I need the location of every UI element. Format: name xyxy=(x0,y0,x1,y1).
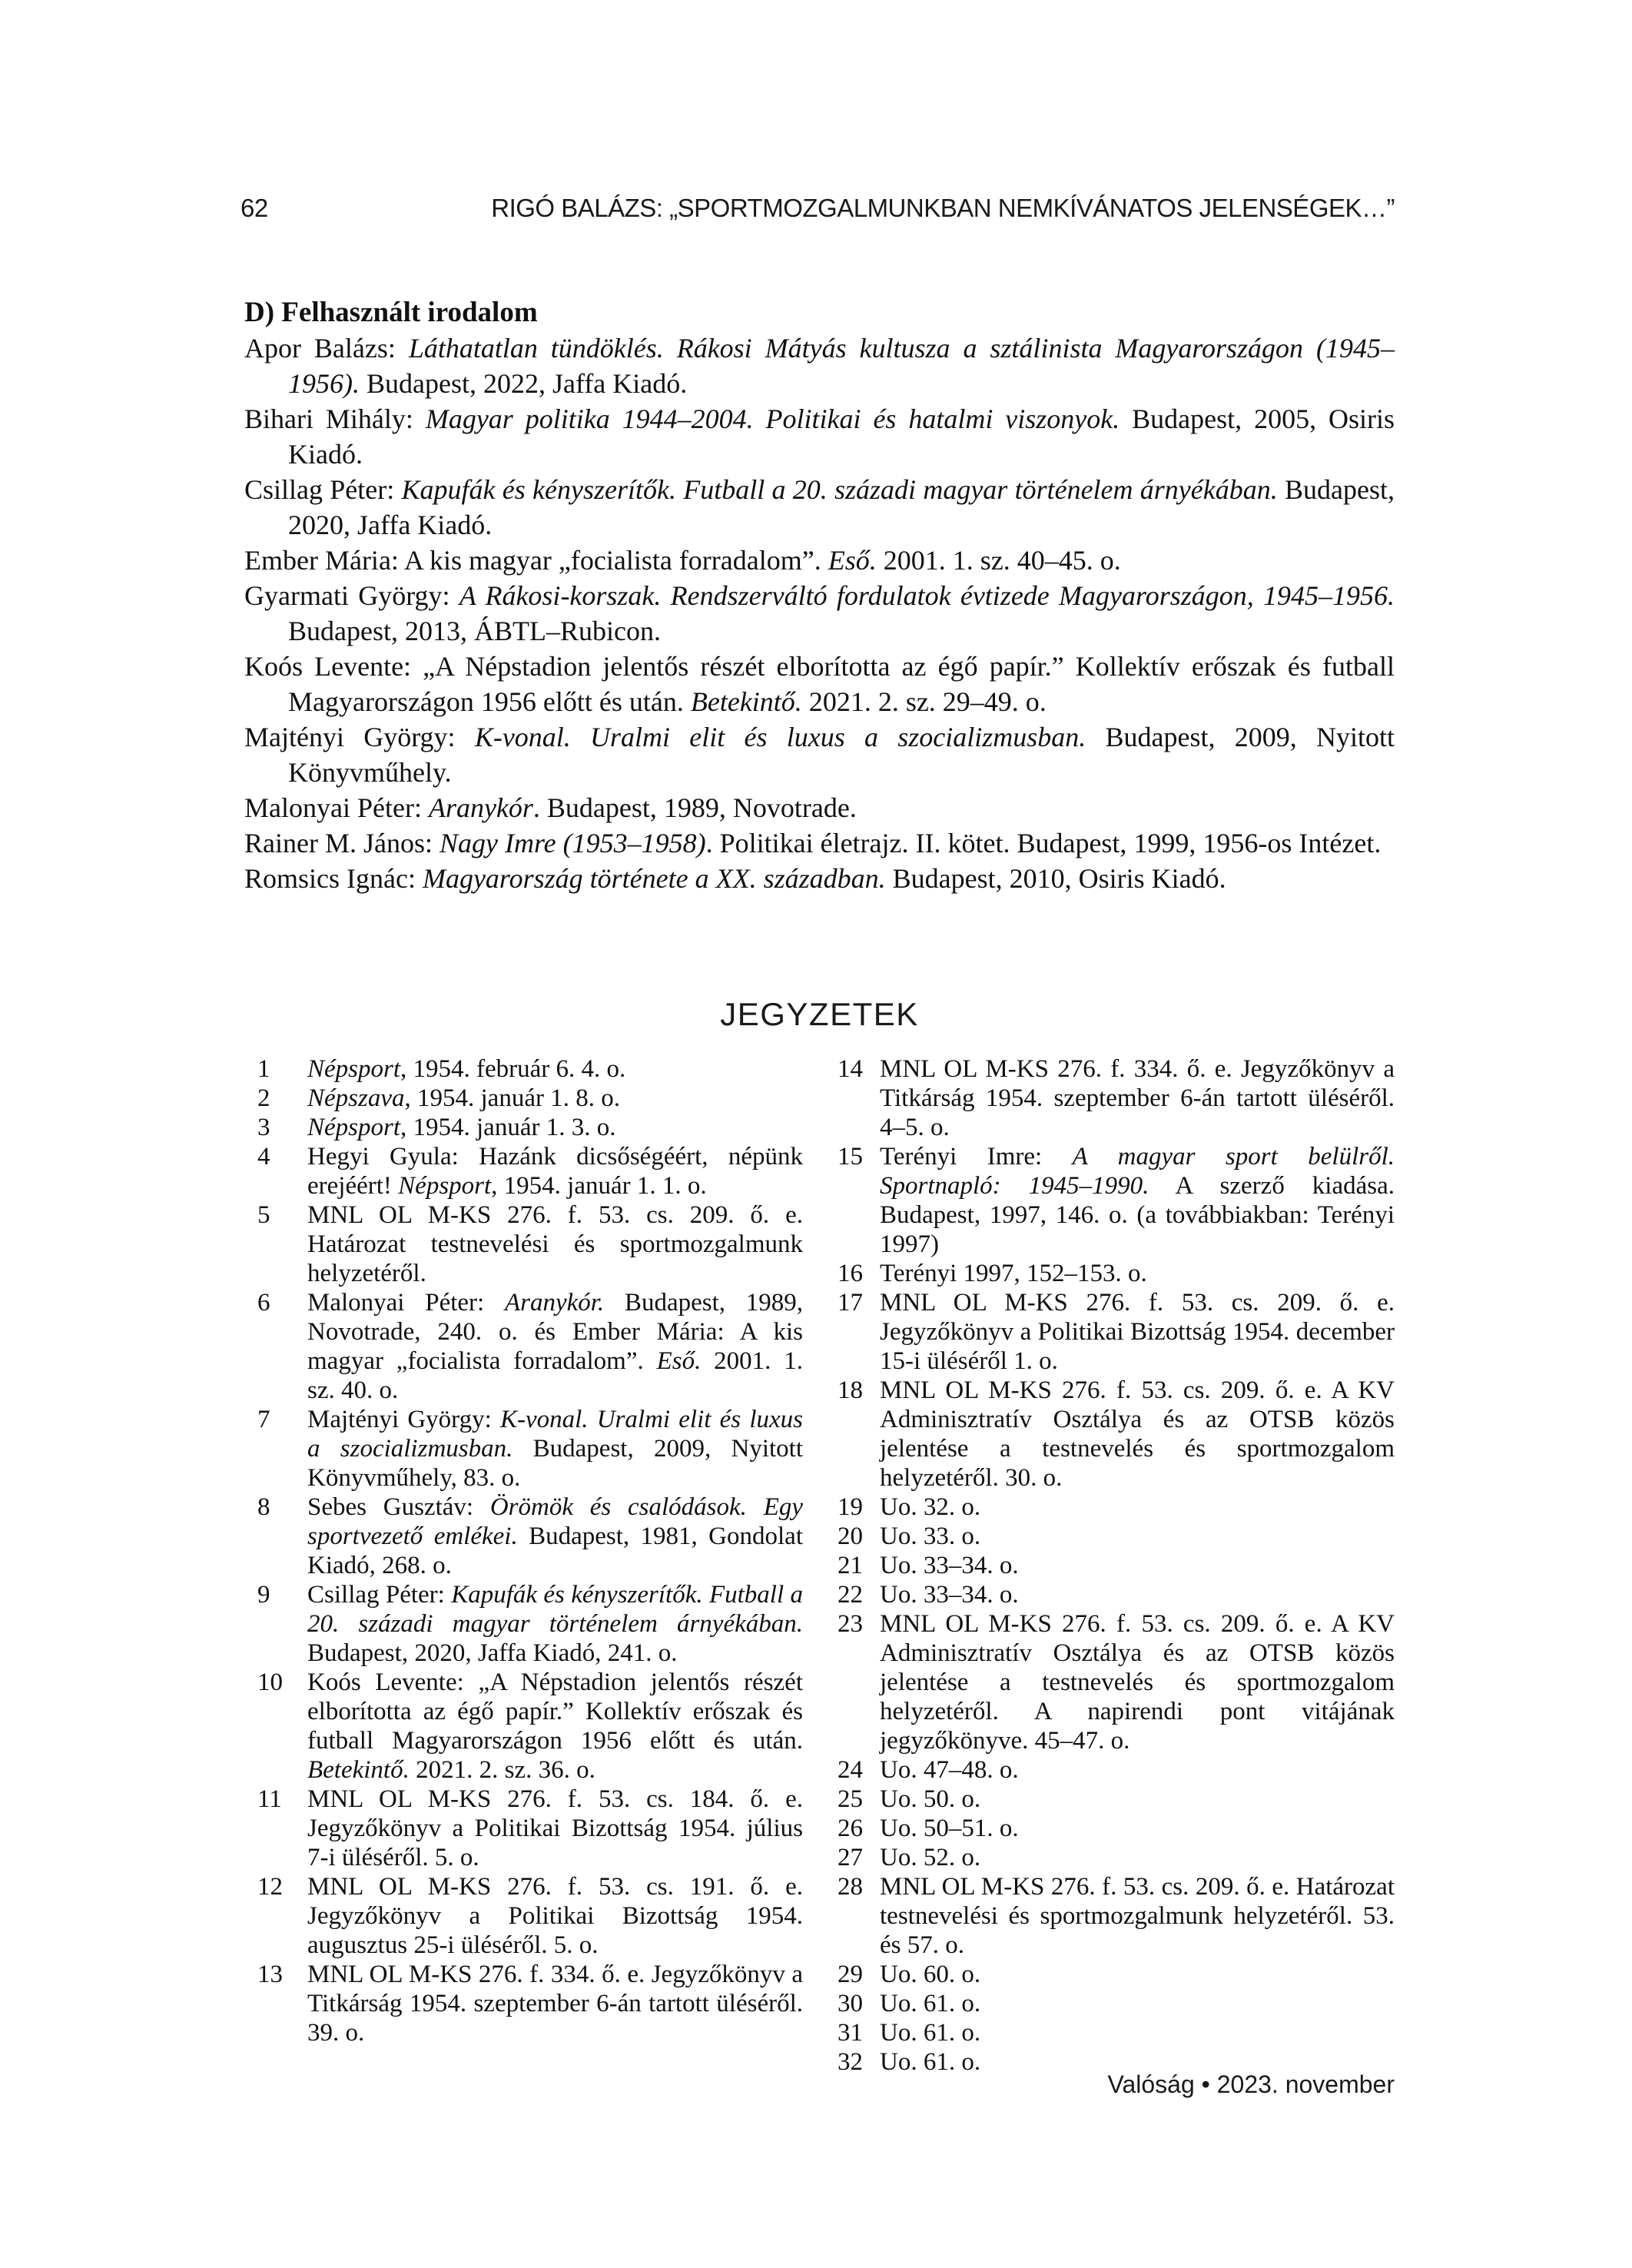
plain-text: Majtényi György: xyxy=(307,1406,500,1433)
note-text xyxy=(880,1376,1395,1493)
note-item xyxy=(838,1142,1395,1259)
note-text xyxy=(307,1200,803,1288)
bibliography-entry xyxy=(244,330,1395,401)
plain-text: Uo. 33. o. xyxy=(880,1523,981,1550)
plain-text: . Budapest, 1989, Novotrade. xyxy=(532,792,857,823)
notes-column-left xyxy=(257,1054,803,2077)
plain-text: MNL OL M-KS 276. f. 53. cs. 209. ő. e. Határozat testnevelési és sportmozgalmunk helyzetéről. 53. és 57. o. xyxy=(880,1873,1395,1959)
notes-section xyxy=(257,1054,1395,2077)
note-number: 16 xyxy=(838,1260,863,1287)
note-number: 8 xyxy=(257,1493,270,1521)
note-item xyxy=(838,1054,1395,1142)
note-text xyxy=(880,1843,1395,1872)
note-number: 14 xyxy=(838,1055,863,1083)
italic-text: Magyar politika 1944–2004. Politikai és hatalmi viszonyok. xyxy=(425,403,1120,434)
note-item xyxy=(257,1084,803,1113)
plain-text: , 1954. február 6. 4. o. xyxy=(400,1055,626,1083)
note-text xyxy=(880,1785,1395,1814)
note-number: 22 xyxy=(838,1581,863,1609)
notes-column-right xyxy=(838,1054,1395,2077)
note-number: 9 xyxy=(257,1581,270,1609)
plain-text: 2021. 2. sz. 29–49. o. xyxy=(801,686,1047,717)
note-number: 3 xyxy=(257,1114,270,1141)
plain-text: MNL OL M-KS 276. f. 53. cs. 209. ő. e. A KV Adminisztratív Osztálya és az OTSB közös jelentése a testnevelés és sportmozgalom helyzetéről. 30. o. xyxy=(880,1376,1395,1492)
italic-text: Örömök és csalódások. Egy sportvezető emlékei. xyxy=(307,1493,804,1550)
note-number: 21 xyxy=(838,1552,863,1579)
note-text xyxy=(307,1405,803,1493)
note-text xyxy=(880,1755,1395,1785)
plain-text: 2001. 1. sz. 40. o. xyxy=(307,1347,803,1404)
plain-text: Hegyi Gyula: Hazánk dicsőségéért, népünk erejéért! xyxy=(307,1143,803,1200)
plain-text: Uo. 61. o. xyxy=(880,2019,981,2047)
note-text xyxy=(880,1872,1395,1960)
plain-text: Malonyai Péter: xyxy=(307,1289,505,1317)
plain-text: Budapest, 2020, Jaffa Kiadó, 241. o. xyxy=(307,1639,678,1667)
italic-text: Eső. xyxy=(656,1347,702,1375)
note-text xyxy=(307,1493,803,1580)
note-text xyxy=(880,2018,1395,2047)
note-text xyxy=(880,1580,1395,1609)
note-text xyxy=(307,1668,803,1785)
plain-text: Ember Mária: A kis magyar „focialista forradalom”. xyxy=(244,545,828,576)
note-item xyxy=(838,1755,1395,1785)
bibliography-entry xyxy=(244,401,1395,472)
note-item xyxy=(838,1376,1395,1493)
note-item xyxy=(257,1405,803,1493)
note-text xyxy=(307,1113,803,1142)
note-text xyxy=(880,1960,1395,1989)
note-text xyxy=(880,1493,1395,1522)
plain-text: Gyarmati György: xyxy=(244,580,459,611)
plain-text: Uo. 33–34. o. xyxy=(880,1581,1019,1609)
plain-text: Koós Levente: „A Népstadion jelentős részét elborította az égő papír.” Kollektív erőszak és futball Magyarországon 1956 előtt és után. xyxy=(307,1669,803,1755)
note-item xyxy=(838,1843,1395,1872)
note-text xyxy=(880,1551,1395,1580)
note-item xyxy=(838,1989,1395,2018)
italic-text: K-vonal. Uralmi elit és luxus a szocializmusban. xyxy=(307,1406,803,1463)
page-footer: Valóság • 2023. november xyxy=(1107,2070,1395,2098)
note-number: 2 xyxy=(257,1084,270,1112)
italic-text: Betekintő. xyxy=(690,686,802,717)
note-item xyxy=(257,1493,803,1580)
note-item xyxy=(257,1785,803,1872)
bibliography-entry xyxy=(244,543,1395,578)
note-item xyxy=(838,1522,1395,1551)
note-item xyxy=(838,1785,1395,1814)
bibliography-entry xyxy=(244,825,1395,861)
bibliography-section xyxy=(244,295,1395,896)
plain-text: Budapest, 2009, Nyitott Könyvműhely. xyxy=(288,722,1395,788)
plain-text: MNL OL M-KS 276. f. 53. cs. 209. ő. e. Jegyzőkönyv a Politikai Bizottság 1954. december 15-i üléséről 1. o. xyxy=(880,1289,1395,1375)
italic-text: Kapufák és kényszerítők. Futball a 20. századi magyar történelem árnyékában. xyxy=(307,1581,804,1638)
plain-text: Malonyai Péter: xyxy=(244,792,429,823)
italic-text: Népsport xyxy=(307,1055,401,1083)
plain-text: Budapest, 2022, Jaffa Kiadó. xyxy=(360,368,688,399)
note-number: 1 xyxy=(257,1055,270,1083)
note-number: 5 xyxy=(257,1201,270,1229)
note-text xyxy=(307,1142,803,1200)
bibliography-entry xyxy=(244,578,1395,649)
plain-text: Uo. 60. o. xyxy=(880,1961,981,1988)
note-number: 4 xyxy=(257,1143,270,1171)
italic-text: Népsport xyxy=(307,1114,401,1141)
italic-text: Láthatatlan tündöklés. Rákosi Mátyás kultusza a sztálinista Magyarországon (1945–1956). xyxy=(288,333,1395,399)
italic-text: Eső. xyxy=(828,545,877,576)
note-item xyxy=(838,1580,1395,1609)
plain-text: 2001. 1. sz. 40–45. o. xyxy=(876,545,1121,576)
plain-text: Budapest, 2009, Nyitott Könyvműhely, 83. o. xyxy=(307,1435,803,1492)
plain-text: MNL OL M-KS 276. f. 53. cs. 209. ő. e. A KV Adminisztratív Osztálya és az OTSB közös jelentése a testnevelés és sportmozgalom helyzetéről. A napirendi pont vitájának jegyzőkönyve. 45–47. o. xyxy=(880,1610,1395,1755)
plain-text: , 1954. január 1. 1. o. xyxy=(491,1172,707,1200)
note-number: 12 xyxy=(257,1873,283,1901)
note-text xyxy=(880,1609,1395,1755)
plain-text: Rainer M. János: xyxy=(244,828,440,858)
note-item xyxy=(257,1288,803,1405)
note-item xyxy=(838,1259,1395,1288)
note-text xyxy=(307,1960,803,2047)
plain-text: . Politikai életrajz. II. kötet. Budapest, 1999, 1956-os Intézet. xyxy=(705,828,1382,858)
italic-text: Kapufák és kényszerítők. Futball a 20. századi magyar történelem árnyékában. xyxy=(401,474,1278,505)
italic-text: Nagy Imre (1953–1958) xyxy=(439,828,706,858)
plain-text: Budapest, 2013, ÁBTL–Rubicon. xyxy=(288,616,661,646)
bibliography-entry xyxy=(244,861,1395,896)
note-number: 15 xyxy=(838,1143,863,1171)
italic-text: A Rákosi-korszak. Rendszerváltó fordulatok évtizede Magyarországon, 1945–1956. xyxy=(459,580,1395,611)
note-item xyxy=(257,1113,803,1142)
note-number: 29 xyxy=(838,1961,863,1988)
plain-text: Sebes Gusztáv: xyxy=(307,1493,490,1521)
note-item xyxy=(838,2018,1395,2047)
note-item xyxy=(257,1960,803,2047)
note-text xyxy=(880,1989,1395,2018)
plain-text: MNL OL M-KS 276. f. 334. ő. e. Jegyzőkönyv a Titkárság 1954. szeptember 6-án tartott üléséről. 4–5. o. xyxy=(880,1055,1395,1141)
plain-text: Uo. 33–34. o. xyxy=(880,1552,1019,1579)
note-item xyxy=(257,1054,803,1084)
note-text xyxy=(880,1814,1395,1843)
note-text xyxy=(307,1872,803,1960)
note-number: 25 xyxy=(838,1785,863,1813)
plain-text: Uo. 61. o. xyxy=(880,2048,981,2076)
italic-text: A magyar sport belülről. Sportnapló: 1945–1990. xyxy=(880,1143,1395,1200)
plain-text: Uo. 61. o. xyxy=(880,1990,981,2017)
note-text xyxy=(880,1288,1395,1376)
note-number: 19 xyxy=(838,1493,863,1521)
note-number: 18 xyxy=(838,1376,863,1404)
note-item xyxy=(257,1580,803,1668)
plain-text: Terényi Imre: xyxy=(880,1143,1073,1171)
note-item xyxy=(838,1814,1395,1843)
note-text xyxy=(307,1580,803,1668)
note-item xyxy=(838,1960,1395,1989)
notes-heading: JEGYZETEK xyxy=(720,996,919,1032)
note-text xyxy=(880,1259,1395,1288)
note-number: 27 xyxy=(838,1844,863,1871)
plain-text: Bihari Mihály: xyxy=(244,403,426,434)
plain-text: Budapest, 2010, Osiris Kiadó. xyxy=(885,863,1226,894)
note-text xyxy=(307,1785,803,1872)
note-item xyxy=(257,1142,803,1200)
note-item xyxy=(257,1872,803,1960)
italic-text: Aranykór xyxy=(428,792,533,823)
italic-text: Népsport xyxy=(398,1172,492,1200)
plain-text: Majtényi György: xyxy=(244,722,475,752)
note-number: 30 xyxy=(838,1990,863,2017)
note-item xyxy=(257,1668,803,1785)
bibliography-entry xyxy=(244,472,1395,543)
note-number: 11 xyxy=(257,1785,282,1813)
note-item xyxy=(838,1609,1395,1755)
plain-text: Uo. 50–51. o. xyxy=(880,1815,1019,1842)
plain-text: Budapest, 1981, Gondolat Kiadó, 268. o. xyxy=(307,1523,803,1579)
plain-text: Budapest, 1989, Novotrade, 240. o. és Ember Mária: A kis magyar „focialista forradalom”. xyxy=(307,1289,803,1375)
note-text xyxy=(307,1054,803,1084)
plain-text: Budapest, 2005, Osiris Kiadó. xyxy=(288,403,1395,470)
bibliography-heading: D) Felhasznált irodalom xyxy=(244,297,538,328)
note-text xyxy=(307,1288,803,1405)
plain-text: A szerző kiadása. Budapest, 1997, 146. o. (a továbbiakban: Terényi 1997) xyxy=(880,1172,1395,1258)
note-number: 28 xyxy=(838,1873,863,1901)
plain-text: Uo. 52. o. xyxy=(880,1844,981,1871)
plain-text: MNL OL M-KS 276. f. 53. cs. 184. ő. e. Jegyzőkönyv a Politikai Bizottság 1954. július 7-i üléséről. 5. o. xyxy=(307,1785,803,1871)
note-number: 10 xyxy=(257,1669,283,1696)
note-item xyxy=(838,1872,1395,1960)
bibliography-entry xyxy=(244,790,1395,825)
note-text xyxy=(307,1084,803,1113)
bibliography-entry xyxy=(244,719,1395,790)
bibliography-list xyxy=(244,330,1395,896)
plain-text: MNL OL M-KS 276. f. 334. ő. e. Jegyzőkönyv a Titkárság 1954. szeptember 6-án tartott üléséről. 39. o. xyxy=(307,1961,803,2047)
note-text xyxy=(880,1054,1395,1142)
page-number: 62 xyxy=(240,194,268,222)
note-number: 23 xyxy=(838,1610,863,1638)
plain-text: Uo. 47–48. o. xyxy=(880,1756,1019,1784)
note-item xyxy=(257,1200,803,1288)
plain-text: Uo. 32. o. xyxy=(880,1493,981,1521)
note-item xyxy=(838,1493,1395,1522)
plain-text: , 1954. január 1. 3. o. xyxy=(400,1114,616,1141)
plain-text: , 1954. január 1. 8. o. xyxy=(404,1084,620,1112)
running-header xyxy=(240,194,1395,223)
plain-text: Csillag Péter: xyxy=(244,474,402,505)
note-number: 26 xyxy=(838,1815,863,1842)
note-number: 24 xyxy=(838,1756,863,1784)
note-item xyxy=(838,1551,1395,1580)
plain-text: Uo. 50. o. xyxy=(880,1785,981,1813)
plain-text: MNL OL M-KS 276. f. 53. cs. 209. ő. e. Határozat testnevelési és sportmozgalmunk helyzetéről. xyxy=(307,1201,803,1287)
italic-text: Betekintő. xyxy=(307,1756,410,1784)
plain-text: Koós Levente: „A Népstadion jelentős részét elborította az égő papír.” Kollektív erőszak és futball Magyarországon 1956 előtt és után. xyxy=(244,651,1395,717)
note-text xyxy=(880,1142,1395,1259)
plain-text: Csillag Péter: xyxy=(307,1581,452,1609)
bibliography-entry xyxy=(244,649,1395,719)
note-text xyxy=(880,1522,1395,1551)
plain-text: 2021. 2. sz. 36. o. xyxy=(409,1756,595,1784)
note-item xyxy=(838,1288,1395,1376)
note-number: 20 xyxy=(838,1523,863,1550)
plain-text: MNL OL M-KS 276. f. 53. cs. 191. ő. e. Jegyzőkönyv a Politikai Bizottság 1954. augusztus 25-i üléséről. 5. o. xyxy=(307,1873,803,1959)
note-number: 31 xyxy=(838,2019,863,2047)
running-title: RIGÓ BALÁZS: „SPORTMOZGALMUNKBAN NEMKÍVÁNATOS JELENSÉGEK…” xyxy=(491,194,1395,222)
italic-text: Aranykór. xyxy=(504,1289,605,1317)
plain-text: Romsics Ignác: xyxy=(244,863,423,894)
note-number: 32 xyxy=(838,2048,863,2076)
note-number: 17 xyxy=(838,1289,863,1317)
italic-text: Magyarország története a XX. században. xyxy=(422,863,886,894)
plain-text: Apor Balázs: xyxy=(244,333,409,364)
plain-text: Terényi 1997, 152–153. o. xyxy=(880,1260,1147,1287)
note-number: 7 xyxy=(257,1406,270,1433)
note-number: 6 xyxy=(257,1289,270,1317)
italic-text: Népszava xyxy=(307,1084,405,1112)
note-number: 13 xyxy=(257,1961,283,1988)
plain-text: Budapest, 2020, Jaffa Kiadó. xyxy=(288,474,1395,540)
italic-text: K-vonal. Uralmi elit és luxus a szocializmusban. xyxy=(474,722,1086,752)
